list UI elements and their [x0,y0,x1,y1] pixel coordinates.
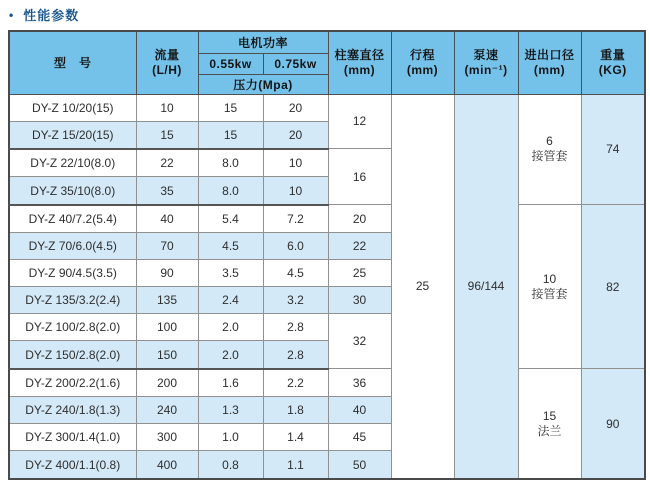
cell-pressure-055: 2.0 [198,314,263,341]
cell-pressure-055: 1.0 [198,424,263,451]
port-size: 6 [546,134,553,149]
cell-plunger-diameter: 22 [328,233,391,260]
cell-weight: 90 [581,369,645,479]
cell-pressure-055: 0.8 [198,451,263,479]
cell-pressure-075: 2.8 [263,341,328,369]
cell-pressure-055: 5.4 [198,205,263,233]
cell-model: DY-Z 135/3.2(2.4) [9,287,136,314]
page-title-text: 性能参数 [23,8,80,23]
cell-pressure-075: 10 [263,177,328,205]
cell-plunger-diameter: 20 [328,205,391,233]
cell-port-diameter [518,205,581,369]
col-header-weight-line1: 重量 [600,47,626,62]
col-header-weight [581,31,645,94]
col-header-flow [136,31,198,94]
cell-pressure-055: 1.3 [198,397,263,424]
col-header-pressure: 压力(Mpa) [198,74,328,94]
cell-pressure-055: 8.0 [198,149,263,177]
cell-pressure-075: 2.8 [263,314,328,341]
cell-pressure-055: 15 [198,121,263,149]
col-header-plunger-diameter [328,31,391,94]
bullet-icon: • [9,7,15,22]
cell-pressure-055: 4.5 [198,233,263,260]
cell-model: DY-Z 15/20(15) [9,121,136,149]
cell-plunger-diameter: 16 [328,149,391,205]
cell-plunger-diameter: 40 [328,397,391,424]
cell-model: DY-Z 300/1.4(1.0) [9,424,136,451]
cell-model: DY-Z 40/7.2(5.4) [9,205,136,233]
cell-model: DY-Z 100/2.8(2.0) [9,314,136,341]
col-header-weight-line2: (KG) [598,62,627,77]
cell-pressure-075: 10 [263,149,328,177]
cell-model: DY-Z 70/6.0(4.5) [9,233,136,260]
col-header-kw-055: 0.55kw [198,53,263,74]
cell-flow: 240 [136,397,198,424]
col-header-stroke [391,31,454,94]
cell-plunger-diameter: 50 [328,451,391,479]
port-type: 接管套 [531,286,568,301]
cell-plunger-diameter: 32 [328,314,391,369]
cell-model: DY-Z 400/1.1(0.8) [9,451,136,479]
col-header-plunger-line2: (mm) [343,62,376,77]
cell-flow: 150 [136,341,198,369]
port-size: 10 [542,271,557,286]
cell-model: DY-Z 35/10(8.0) [9,177,136,205]
cell-flow: 135 [136,287,198,314]
cell-plunger-diameter: 25 [328,260,391,287]
table-body [9,94,645,479]
col-header-flow-line1: 流量 [154,47,180,62]
cell-model: DY-Z 90/4.5(3.5) [9,260,136,287]
cell-flow: 40 [136,205,198,233]
cell-flow: 35 [136,177,198,205]
cell-model: DY-Z 10/20(15) [9,94,136,121]
port-type: 接管套 [531,149,568,164]
col-header-kw-075: 0.75kw [263,53,328,74]
cell-pressure-055: 2.4 [198,287,263,314]
cell-flow: 300 [136,424,198,451]
port-type: 法兰 [537,423,562,438]
cell-pressure-075: 1.4 [263,424,328,451]
cell-port-diameter [518,369,581,479]
cell-weight: 74 [581,94,645,205]
cell-pressure-075: 20 [263,94,328,121]
cell-flow: 200 [136,369,198,397]
col-header-port-line2: (mm) [533,62,566,77]
cell-pressure-075: 3.2 [263,287,328,314]
table-header [9,31,645,94]
page-title [9,5,79,24]
cell-pressure-055: 2.0 [198,341,263,369]
cell-model: DY-Z 150/2.8(2.0) [9,341,136,369]
cell-model: DY-Z 240/1.8(1.3) [9,397,136,424]
cell-pressure-055: 15 [198,94,263,121]
performance-parameters-table [8,30,646,480]
col-header-plunger-line1: 柱塞直径 [334,47,385,62]
col-header-pump-speed [454,31,518,94]
cell-flow: 22 [136,149,198,177]
cell-model: DY-Z 22/10(8.0) [9,149,136,177]
cell-pressure-055: 1.6 [198,369,263,397]
cell-weight: 82 [581,205,645,369]
cell-pressure-075: 1.8 [263,397,328,424]
cell-pressure-075: 6.0 [263,233,328,260]
port-size: 15 [542,408,557,423]
col-header-speed-line2: (min⁻¹) [464,62,508,77]
table-row [9,205,645,233]
cell-flow: 400 [136,451,198,479]
cell-plunger-diameter: 30 [328,287,391,314]
col-header-speed-line1: 泵速 [473,47,499,62]
cell-flow: 100 [136,314,198,341]
col-header-model: 型 号 [9,31,136,94]
cell-plunger-diameter: 12 [328,94,391,149]
cell-pressure-075: 4.5 [263,260,328,287]
cell-stroke: 25 [391,94,454,479]
table-row [9,369,645,397]
cell-pressure-075: 1.1 [263,451,328,479]
cell-pressure-075: 2.2 [263,369,328,397]
cell-pressure-055: 3.5 [198,260,263,287]
cell-flow: 15 [136,121,198,149]
table-row [9,94,645,121]
cell-pressure-055: 8.0 [198,177,263,205]
cell-flow: 70 [136,233,198,260]
col-header-motor-power: 电机功率 [198,31,328,53]
cell-pressure-075: 7.2 [263,205,328,233]
cell-pressure-075: 20 [263,121,328,149]
col-header-flow-line2: (L/H) [152,62,182,77]
col-header-stroke-line2: (mm) [406,62,439,77]
col-header-stroke-line1: 行程 [410,47,436,62]
cell-port-diameter [518,94,581,205]
col-header-port-diameter [518,31,581,94]
cell-plunger-diameter: 36 [328,369,391,397]
cell-flow: 10 [136,94,198,121]
cell-model: DY-Z 200/2.2(1.6) [9,369,136,397]
cell-flow: 90 [136,260,198,287]
cell-plunger-diameter: 45 [328,424,391,451]
col-header-port-line1: 进出口径 [524,47,575,62]
cell-pump-speed: 96/144 [454,94,518,479]
